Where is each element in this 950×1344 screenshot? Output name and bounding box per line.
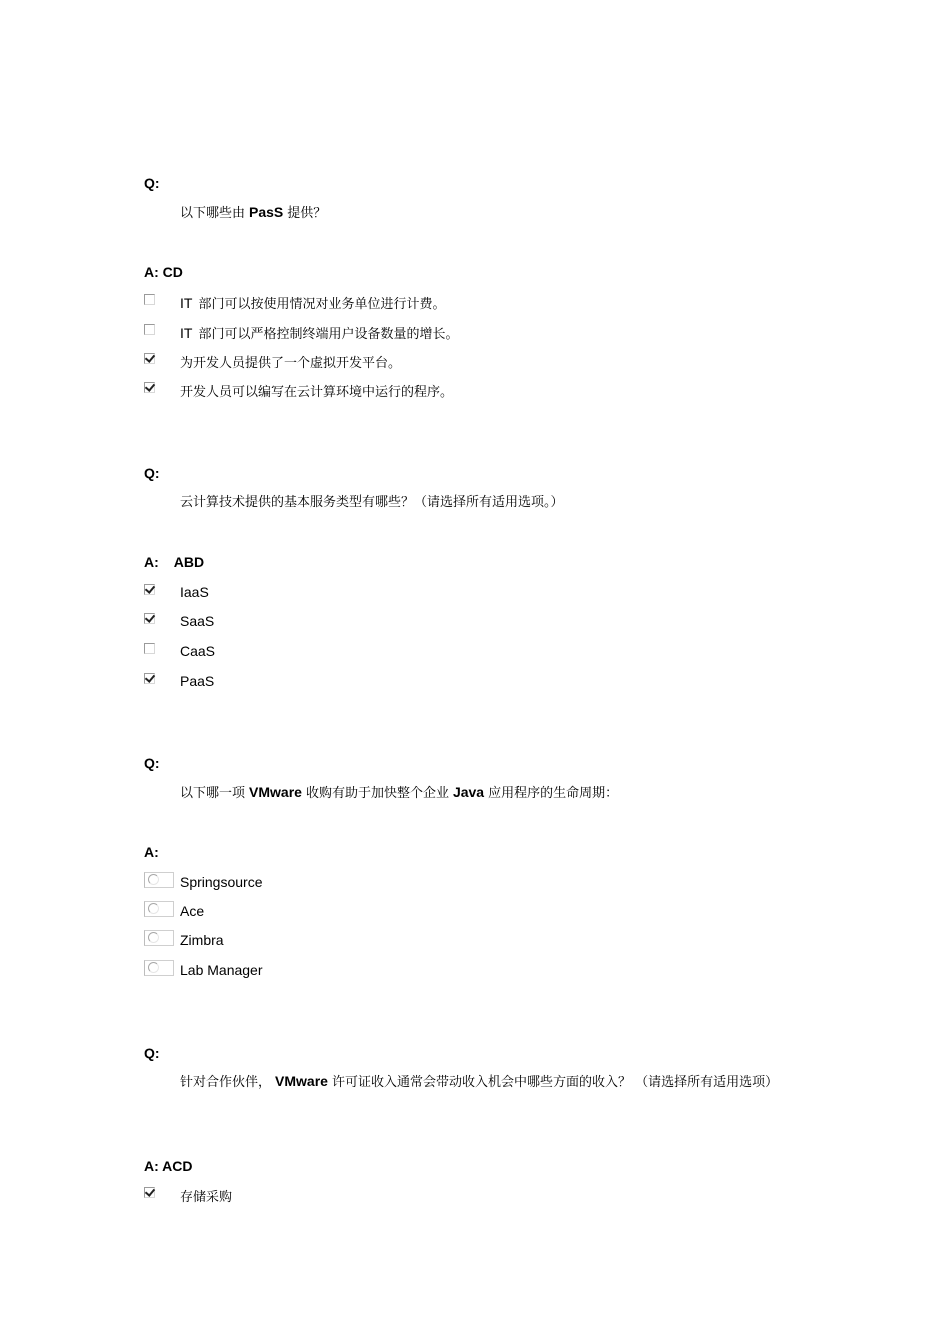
checkbox-checked-icon[interactable] [144,382,155,393]
option-text: Zimbra [180,932,224,948]
option-prefix: IT [180,324,193,341]
question-text-bold: VMware [249,784,302,800]
option-text: 为开发人员提供了一个虚拟开发平台。 [180,355,402,371]
answer-label: A: CD [144,264,183,280]
checkbox-checked-icon[interactable] [144,673,155,684]
option-text: PaaS [180,673,215,689]
option-4[interactable] [144,671,215,691]
option-1[interactable] [144,872,263,892]
option-4[interactable] [144,960,263,980]
option-1[interactable] [144,1185,233,1205]
question-text-part: 以下哪一项 [180,786,246,801]
option-text: Ace [180,903,205,919]
question-label: Q: [144,1045,160,1061]
question-text [180,200,820,226]
option-1[interactable] [144,292,446,312]
question-text-bold: VMware [275,1073,328,1089]
question-text-bold: Java [452,784,485,800]
question-label: Q: [144,175,160,191]
question-text-part: 许可证收入通常会带动收入机会中哪些方面的收入？ （请选择所有适用选项） [331,1075,779,1090]
option-label [180,293,445,312]
radio-icon [148,903,159,914]
checkbox-unchecked-icon[interactable] [144,643,155,654]
answer-label: A: ABD [144,554,205,570]
question-label: Q: [144,755,160,771]
option-text: 部门可以严格控制终端用户设备数量的增长。 [198,326,459,342]
question-text-part: 收购有助于加快整个企业 [305,786,449,801]
option-3[interactable] [144,930,224,950]
option-2[interactable] [144,611,215,631]
option-1[interactable] [144,582,209,602]
radio-button[interactable] [144,930,174,946]
checkbox-checked-icon[interactable] [144,1187,155,1198]
answer-label: A: ACD [144,1158,193,1174]
question-text-part: 应用程序的生命周期： [488,786,619,801]
option-text: SaaS [180,613,215,629]
option-2[interactable] [144,322,459,342]
option-3[interactable] [144,641,216,661]
radio-button[interactable] [144,872,174,888]
option-3[interactable] [144,351,402,371]
option-text: CaaS [180,643,216,659]
checkbox-checked-icon[interactable] [144,613,155,624]
radio-button[interactable] [144,901,174,917]
radio-icon [148,932,159,943]
option-text: 部门可以按使用情况对业务单位进行计费。 [198,296,446,312]
option-text: 开发人员可以编写在云计算环境中运行的程序。 [180,384,454,400]
question-text-part: 针对合作伙伴， [180,1075,272,1090]
checkbox-unchecked-icon[interactable] [144,324,155,335]
question-text-bold: PasS [249,204,284,220]
radio-icon [148,962,159,973]
option-text: 存储采购 [180,1189,233,1205]
question-label: Q: [144,465,160,481]
question-text: 云计算技术提供的基本服务类型有哪些？（请选择所有适用选项。） [180,495,564,510]
option-text: Lab Manager [180,962,263,978]
option-text: Springsource [180,874,263,890]
option-label [180,323,458,342]
question-text-part: 以下哪些由 [180,206,246,221]
option-text: IaaS [180,584,209,600]
checkbox-unchecked-icon[interactable] [144,294,155,305]
radio-icon [148,874,159,885]
option-prefix: IT [180,294,193,311]
option-2[interactable] [144,901,205,921]
question-text [180,1069,810,1095]
question-text [180,780,820,806]
answer-label: A: [144,844,159,860]
checkbox-checked-icon[interactable] [144,353,155,364]
question-text-part: 提供？ [287,206,327,221]
radio-button[interactable] [144,960,174,976]
option-4[interactable] [144,380,454,400]
checkbox-checked-icon[interactable] [144,584,155,595]
